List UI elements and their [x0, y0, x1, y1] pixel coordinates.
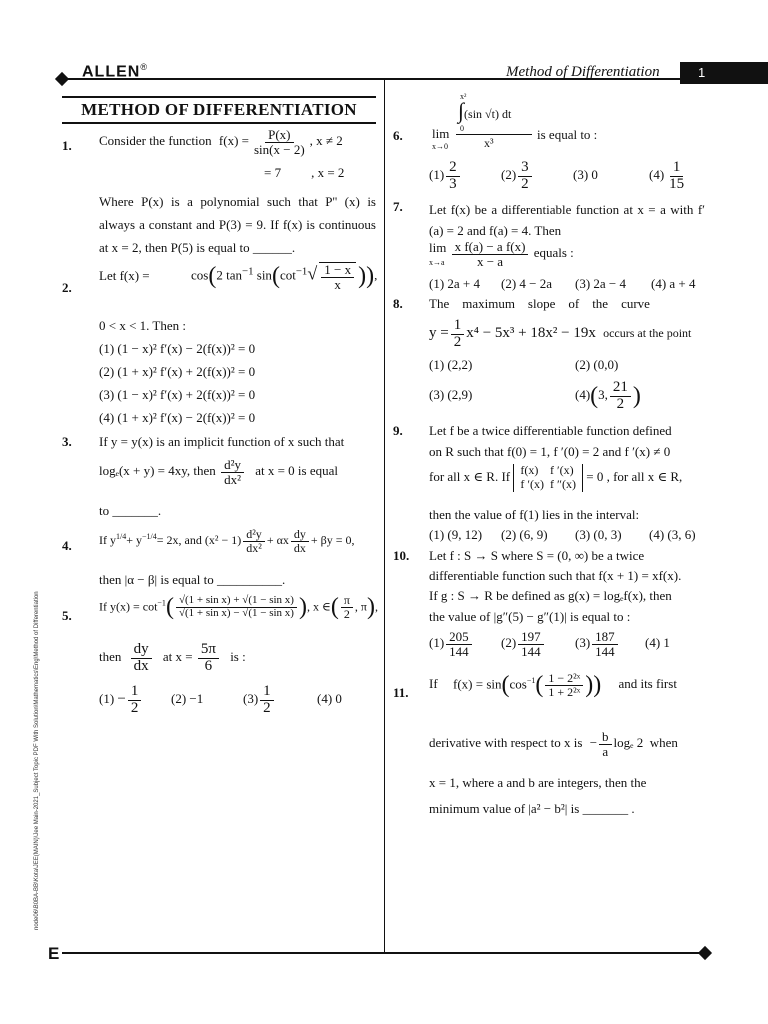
- q5-comma: ,: [374, 599, 378, 614]
- q10-option-1: [429, 630, 501, 658]
- q11-equation: [429, 672, 677, 699]
- q6-opt1-label: (1): [429, 167, 445, 183]
- q9-line4: then the value of f(1) lies in the interval:: [429, 507, 640, 522]
- q1-cond1: , x ≠ 2: [309, 133, 343, 149]
- q5-two: 2: [343, 607, 350, 621]
- column-divider: [384, 80, 385, 952]
- q1-value: = 7: [264, 165, 282, 180]
- q1-cond2: , x = 2: [311, 165, 345, 180]
- question-number: 1.: [62, 138, 72, 153]
- question-number: 9.: [393, 423, 403, 438]
- q10-opt3-den: 144: [595, 643, 615, 659]
- q8-options-row2: [429, 380, 641, 413]
- q11-fx: f(x) = sin: [453, 676, 502, 692]
- q7-options: [429, 276, 696, 292]
- footer-letter: E: [48, 944, 60, 963]
- q8-half: [451, 318, 465, 351]
- q10-opt2-den: 144: [521, 643, 541, 659]
- q7-denominator: x − a: [476, 253, 504, 269]
- q11-minus: −: [589, 735, 598, 751]
- q11-line2: [429, 730, 678, 758]
- q10-opt2-num: 197: [518, 630, 544, 645]
- q2-option-1: (1) (1 − x)² f′(x) − 2(f(x))² = 0: [99, 341, 256, 356]
- q1-line2: [264, 165, 344, 181]
- q10-opt1-label: (1): [429, 635, 445, 651]
- q5-paren: ): [298, 594, 307, 620]
- q7-tail: equals :: [533, 245, 574, 261]
- q6-options: [429, 160, 689, 193]
- q2-rad-den: x: [334, 276, 341, 292]
- q7-option-4: (4) a + 4: [651, 276, 696, 291]
- q8-line1: The maximum slope of the curve: [429, 296, 650, 311]
- q10-option-4: (4) 1: [645, 635, 670, 651]
- q10-opt1-frac: [446, 630, 472, 658]
- q11-numerator: 1 − 2²ˣ: [545, 672, 583, 686]
- q10-opt3-frac: [592, 630, 618, 658]
- q9-m21: f ′(x): [520, 476, 544, 491]
- q4-equation: [99, 528, 355, 554]
- question-number: 5.: [62, 608, 72, 623]
- q11-line4: minimum value of |a² − b²| is _______ .: [429, 801, 635, 816]
- q11-b: b: [599, 730, 612, 745]
- q4-exp1: 1/4: [116, 531, 127, 541]
- section-title: METHOD OF DIFFERENTIATION: [62, 96, 376, 124]
- q10-line4: the value of |g″(5) − g″(1)| is equal to :: [429, 609, 631, 624]
- question-number: 8.: [393, 296, 403, 311]
- q5-dx: dx: [133, 657, 149, 674]
- q8-opt4-den: 2: [616, 395, 625, 412]
- q4-d1-den: dx: [293, 540, 306, 555]
- q10-opt1-num: 205: [446, 630, 472, 645]
- q3-second-derivative: [221, 458, 244, 486]
- q5-is: is :: [230, 649, 246, 665]
- q11-line2b: logₑ 2 when: [613, 735, 678, 751]
- q9-m11: f(x): [520, 463, 539, 477]
- q1-body: Where P(x) is a polynomial such that P'' (x) is always a constant and P(3) = 9. If f(x) is continuous at x = 2, then P(5) is equal to ______.: [99, 194, 376, 255]
- q4-y: If y: [99, 532, 116, 547]
- q2-cot: cot: [279, 267, 296, 283]
- side-file-path: node06\B0BA-BB\Kota\JEE(MAIN)\Jee Main-2021_Subject Topic PDF With Solution\Mathematics\Eng\Method of Differentiation: [34, 591, 40, 930]
- q5-paren: (: [165, 594, 174, 620]
- q10-options: [429, 630, 670, 658]
- q4-coeff: = 2x, and (x² − 1): [156, 532, 242, 547]
- q5-lead: If y(x) = cot: [99, 599, 158, 614]
- q7-option-1: (1) 2a + 4: [429, 276, 481, 291]
- q2-option-4: (4) (1 + x)² f′(x) − 2(f(x))² = 0: [99, 410, 256, 425]
- q2-paren: (: [271, 263, 280, 290]
- q8-y: y =: [429, 325, 449, 342]
- q6-opt2-frac: [518, 160, 532, 193]
- q3-d-den: dx²: [224, 471, 241, 487]
- q5-denominator: √(1 + sin x) − √(1 − sin x): [178, 607, 294, 619]
- q5-opt1-frac: [128, 684, 142, 717]
- q6-lim-word: lim: [432, 126, 450, 141]
- question-number: 11.: [393, 685, 409, 700]
- q5-at: at x =: [162, 649, 193, 665]
- q2-tan: 2 tan: [216, 267, 242, 283]
- q9-line3a: for all x ∈ R. If: [429, 468, 511, 484]
- q6-tail: is equal to :: [537, 127, 598, 142]
- q11-paren: (: [535, 672, 544, 698]
- q10-option-2: [501, 630, 575, 658]
- q2-radical-fraction: [319, 262, 356, 291]
- q2-expression: [99, 262, 377, 291]
- q7-lim-sub: x→a: [429, 258, 445, 268]
- q6-option-4: [649, 159, 689, 192]
- q8-opt4-frac: [610, 380, 631, 413]
- q10-line3: If g : S → R be defined as g(x) = logₑf(x), then: [429, 588, 672, 603]
- q8-opt4-a: 3,: [598, 387, 608, 403]
- q9-option-1: (1) (9, 12): [429, 527, 483, 542]
- q10-line1: Let f : S → S where S = (0, ∞) be a twice: [429, 548, 645, 563]
- q6-integrand: (sin √t) dt: [464, 107, 512, 121]
- q6-integral: [458, 92, 512, 133]
- q5-equation: [99, 594, 378, 621]
- q5-opt1-label: (1): [99, 691, 115, 707]
- q9-line3b: = 0 , for all x ∈ R,: [586, 468, 683, 484]
- footer-rule: [62, 952, 702, 954]
- q9-options: [429, 527, 696, 543]
- q10-line2: differentiable function such that f(x + 1) = xf(x).: [429, 568, 682, 583]
- q8-paren: ): [632, 382, 641, 409]
- q8-half-num: 1: [451, 318, 465, 335]
- q6-int-lower: 0: [460, 124, 464, 133]
- q7-option-2: (2) 4 − 2a: [501, 276, 553, 291]
- q5-option-4: (4) 0: [317, 691, 342, 707]
- q8-option-4: (4): [575, 387, 591, 403]
- page-number: 1: [680, 62, 768, 84]
- q5-opt1-den: 2: [130, 699, 139, 716]
- q2-condition: 0 < x < 1. Then :: [99, 318, 187, 333]
- q1-intro: [99, 128, 343, 156]
- q5-opt3-den: 2: [263, 699, 271, 716]
- q4-d2: [243, 528, 265, 554]
- q6-opt2-num: 3: [518, 160, 532, 177]
- q2-option-2: (2) (1 + x)² f′(x) + 2(f(x))² = 0: [99, 364, 256, 379]
- q1-fraction: [251, 128, 308, 156]
- q8-option-3: (3) (2,9): [429, 387, 473, 403]
- q7-body: Let f(x) be a differentiable function at x = a with f′(a) = 2 and f(a) = 4. Then: [429, 202, 705, 238]
- q6-option-2: [501, 160, 573, 193]
- q11-paren: )): [585, 672, 602, 698]
- q5-opt1-sign: −: [117, 691, 126, 708]
- q2-paren: )): [358, 263, 375, 290]
- q9-line1: Let f be a twice differentiable function defined: [429, 423, 672, 438]
- q7-numerator: x f(a) − a f(x): [452, 240, 529, 255]
- q2-inv: −1: [295, 265, 308, 278]
- q3-log-eq: logₑ(x + y) = 4xy, then: [99, 463, 216, 479]
- q8-option-2: (2) (0,0): [575, 357, 619, 372]
- q2-rad-num: 1 − x: [321, 263, 354, 278]
- q5-dy: dy: [131, 642, 152, 659]
- question-number: 10.: [393, 548, 410, 563]
- q2-sin: sin: [256, 267, 272, 283]
- q8-options-row1: [429, 357, 618, 373]
- q5-interval-lower: [341, 594, 353, 620]
- q4-plus-y: + y: [126, 532, 143, 547]
- q1-numerator: P(x): [265, 128, 293, 143]
- q2-paren: (: [208, 263, 217, 290]
- q9-option-2: (2) (6, 9): [501, 527, 548, 542]
- q5-paren: ): [366, 594, 375, 620]
- q3-d-num: d²y: [221, 458, 244, 473]
- q8-equation: [429, 318, 691, 351]
- q5-paren: (: [330, 594, 339, 620]
- q4-exp2: −1/4: [142, 531, 157, 541]
- q6-opt2-den: 2: [521, 175, 529, 192]
- q5-opt1-num: 1: [128, 684, 142, 701]
- header-rule: [62, 78, 768, 80]
- q6-lim: [432, 126, 449, 151]
- q11-ba: [599, 730, 612, 758]
- q2-inv: −1: [241, 265, 254, 278]
- question-number: 6.: [393, 128, 403, 143]
- q10-opt2-frac: [518, 630, 544, 658]
- q6-opt1-den: 3: [449, 175, 457, 192]
- q5-line2: [99, 642, 246, 675]
- q4-d2-num: d²y: [243, 528, 265, 542]
- q11-line2a: derivative with respect to x is: [429, 735, 583, 751]
- question-number: 2.: [62, 280, 72, 295]
- q10-opt3-label: (3): [575, 635, 591, 651]
- running-title: Method of Differentiation: [506, 64, 660, 80]
- q6-opt4-den: 15: [669, 175, 685, 192]
- q10-opt2-label: (2): [501, 635, 517, 651]
- q3-line1: If y = y(x) is an implicit function of x such that: [99, 434, 345, 449]
- q7-limit: [429, 240, 574, 268]
- q2-option-3: (3) (1 − x)² f′(x) + 2(f(x))² = 0: [99, 387, 256, 402]
- q9-determinant: [513, 464, 583, 492]
- q4-alpha: + αx: [266, 532, 289, 547]
- question-number: 4.: [62, 538, 72, 553]
- q7-lim-word: lim: [429, 240, 447, 256]
- q4-beta: + βy = 0,: [310, 532, 355, 547]
- q6-opt2-label: (2): [501, 167, 517, 183]
- q2-radical: √: [307, 263, 318, 284]
- q6-option-3: (3) 0: [573, 167, 598, 183]
- q4-d2-den: dx²: [246, 540, 262, 555]
- q5-opt3-frac: [260, 684, 274, 717]
- q9-m12: f ′(x): [549, 463, 574, 477]
- q11-inv: −1: [526, 676, 536, 686]
- q6-integral-sign: ∫: [458, 98, 465, 123]
- q2-lead: Let f(x) =: [99, 267, 150, 283]
- q1-intro-text: Consider the function: [99, 133, 212, 149]
- q5-derivative: [131, 642, 152, 675]
- q1-denominator: sin(x − 2): [253, 141, 305, 157]
- q5-opt3-num: 1: [260, 684, 274, 701]
- q10-option-3: [575, 630, 645, 658]
- q7-fraction: [452, 240, 529, 268]
- q7-lim-block: [429, 241, 446, 267]
- q5-pi: π: [341, 594, 353, 608]
- q5-options: [99, 684, 342, 717]
- q5-then: then: [99, 649, 122, 665]
- q11-lead: If: [429, 676, 438, 692]
- q11-line3: x = 1, where a and b are integers, then the: [429, 775, 647, 790]
- q5-fraction: [176, 595, 297, 619]
- q5-point-den: 6: [204, 657, 213, 674]
- q6-opt1-num: 2: [446, 160, 460, 177]
- q2-cos: cos: [191, 267, 209, 283]
- q5-point: [198, 642, 219, 675]
- q8-option-1: (1) (2,2): [429, 357, 473, 372]
- brand-logo: ALLEN®: [82, 62, 148, 81]
- q6-opt1-frac: [446, 160, 460, 193]
- q6-denominator: x³: [484, 136, 494, 150]
- q9-m22: f ″(x): [549, 476, 576, 491]
- q9-option-4: (4) (3, 6): [649, 527, 696, 542]
- q5-opt3-label: (3): [243, 691, 259, 707]
- q11-a: a: [602, 743, 609, 759]
- q6-lim-sub: x→0: [432, 142, 448, 151]
- q6-opt4-label: (4): [649, 167, 665, 183]
- q8-poly: x⁴ − 5x³ + 18x² − 19x: [466, 325, 596, 342]
- question-number: 3.: [62, 434, 72, 449]
- q8-paren: (: [590, 382, 599, 409]
- footer-diamond-right: [698, 946, 712, 960]
- q5-option-1: [99, 684, 171, 717]
- q9-option-3: (3) (0, 3): [575, 527, 622, 542]
- q8-tail: occurs at the point: [603, 326, 692, 341]
- q2-tail: ,: [374, 267, 378, 283]
- q4-line2: then |α − β| is equal to __________.: [99, 572, 286, 587]
- q3-line3: to _______.: [99, 503, 162, 518]
- question-number: 7.: [393, 199, 403, 214]
- q3-tail: at x = 0 is equal: [255, 463, 339, 479]
- q6-fraction-bar: [456, 134, 532, 135]
- q8-half-den: 2: [453, 333, 462, 350]
- q11-paren: (: [501, 672, 510, 698]
- q5-inv: −1: [157, 598, 166, 608]
- q11-tail: and its first: [618, 676, 677, 692]
- q10-opt1-den: 144: [449, 643, 469, 659]
- q4-d1: [291, 528, 309, 554]
- q4-d1-num: dy: [291, 528, 309, 542]
- q11-denominator: 1 + 2²ˣ: [548, 685, 581, 699]
- q3-line2: [99, 458, 338, 486]
- q6-option-1: [429, 160, 501, 193]
- q7-option-3: (3) 2a − 4: [575, 276, 627, 291]
- q9-line2: on R such that f(0) = 1, f ′(0) = 2 and f ′(x) ≠ 0: [429, 444, 671, 459]
- q8-opt4-num: 21: [610, 380, 631, 397]
- q11-fraction: [545, 672, 583, 698]
- q11-cos: cos: [509, 676, 527, 692]
- q6-opt4-frac: [666, 160, 687, 193]
- q5-numerator: √(1 + sin x) + √(1 − sin x): [176, 595, 297, 608]
- q5-domain: , x ∈: [306, 599, 331, 614]
- q1-fx: f(x) =: [218, 133, 249, 149]
- q6-int-upper: x²: [460, 92, 467, 101]
- q5-point-num: 5π: [198, 642, 219, 659]
- q5-option-3: [243, 684, 317, 717]
- q5-option-2: (2) −1: [171, 691, 204, 707]
- q9-line3: [429, 464, 682, 492]
- q6-opt4-num: 1: [670, 160, 684, 177]
- q10-opt3-num: 187: [592, 630, 618, 645]
- q5-interval-upper: , π: [354, 599, 367, 614]
